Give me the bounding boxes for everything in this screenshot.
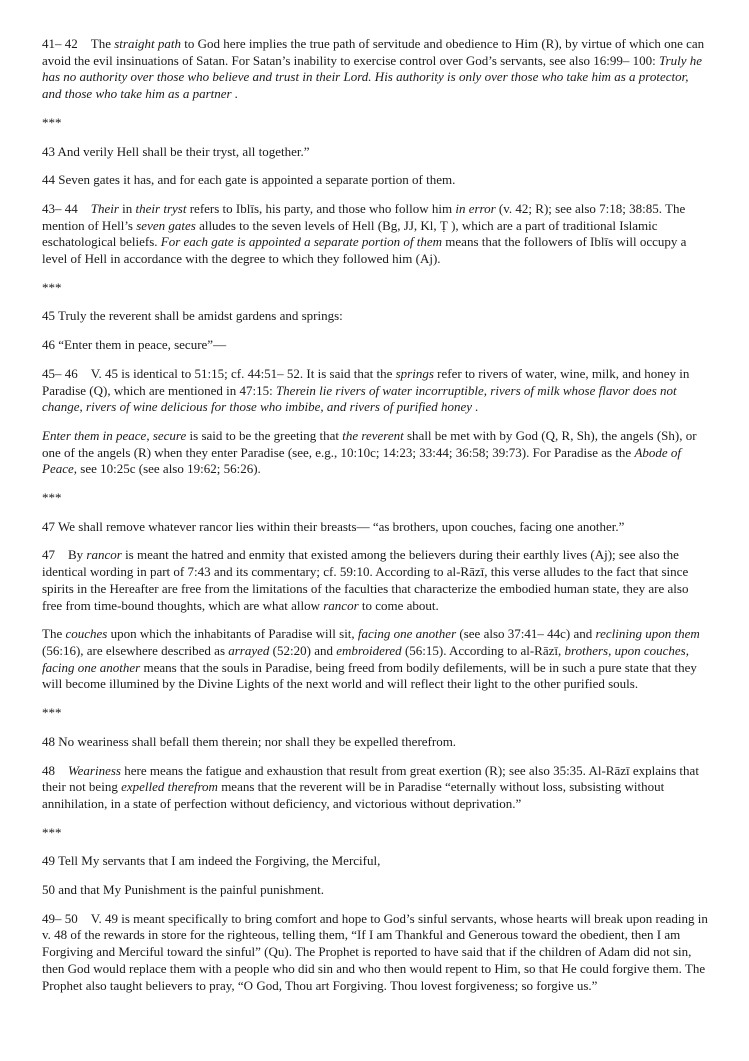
- text-run: here means the fatigue and exhaustion that result from great exertion (R); see also 35:35. Al-Rāzī explains that their not being: [42, 762, 699, 795]
- italic-text-run: straight path: [114, 36, 182, 51]
- italic-text-run: Their: [90, 200, 119, 216]
- text-run: 45– 46 V. 45 is identical to 51:15; cf. 44:51– 52. It is said that the: [42, 365, 396, 381]
- text-run: to God here implies the true path of servitude and obedience to Him (R), by virtue of which one can avoid the evil insinuations of Satan. For Satan’s inability to exercise control over God’s servants, see also 16:99– 100:: [42, 36, 705, 68]
- text-run: 45 Truly the reverent shall be amidst gardens and springs:: [42, 308, 343, 324]
- verse-50: [42, 882, 709, 899]
- commentary-41-42: [42, 36, 709, 103]
- text-run: 47 We shall remove whatever rancor lies within their breasts— “as brothers, upon couches, facing one another.”: [42, 518, 625, 534]
- section-separator: [42, 705, 709, 722]
- text-run: ***: [42, 824, 62, 840]
- italic-text-run: the reverent: [342, 427, 404, 443]
- section-separator: [42, 115, 709, 132]
- text-run: (56:15). According to al-Rāzī,: [401, 642, 565, 658]
- page-content: [42, 36, 709, 994]
- text-run: is said to be the greeting that: [186, 427, 343, 443]
- text-run: 44 Seven gates it has, and for each gate is appointed a separate portion of them.: [42, 172, 456, 188]
- text-run: to come about.: [358, 597, 439, 613]
- text-run: 49– 50 V. 49 is meant specifically to bring comfort and hope to God’s sinful servants, whose hearts will break upon reading in v. 48 of the rewards in store for the righteous, telling them, “If I am Thankful and Generous toward the obedient, then I am Forgiving and Merciful toward the sinful” (Qu). The Prophet is reported to have said that if the children of Adam did not sin, then God would replace them with a people who did sin and who then would repent to Him, so that He could forgive them. The Prophet also taught believers to pray, “O God, Thou art Forgiving. Thou lovest forgiveness; so forgive us.”: [42, 910, 708, 993]
- text-run: 47 By: [42, 547, 87, 563]
- italic-text-run: rancor: [86, 547, 122, 563]
- text-run: refers to Iblīs, his party, and those who follow him: [186, 200, 456, 216]
- verse-44: [42, 172, 709, 189]
- text-run: The: [42, 626, 66, 642]
- text-run: 41– 42 The: [42, 36, 115, 51]
- text-run: 48 No weariness shall befall them therein; nor shall they be expelled therefrom.: [42, 733, 457, 749]
- text-run: (52:20) and: [269, 642, 337, 658]
- text-run: upon which the inhabitants of Paradise will sit,: [107, 626, 358, 642]
- verse-43: [42, 144, 709, 161]
- verse-48: [42, 734, 709, 751]
- commentary-enter-peace: [42, 428, 709, 478]
- italic-text-run: embroidered: [336, 642, 402, 658]
- italic-text-run: brothers, upon couches, facing one another: [42, 642, 689, 675]
- commentary-47: [42, 547, 709, 614]
- italic-text-run: their tryst: [135, 200, 187, 216]
- text-run: means that the souls in Paradise, being freed from bodily defilements, will be in such a pure state that they will become illumined by the Divine Lights of the next world and will reflect their light to the other purified souls.: [42, 659, 697, 692]
- text-run: (56:16), are elsewhere described as: [42, 642, 229, 658]
- italic-text-run: Enter them in peace, secure: [42, 427, 187, 443]
- text-run: is meant the hatred and enmity that existed among the believers during their earthly lives (Aj); see also the identical wording in part of 7:43 and its commentary; cf. 59:10. According to al-Rāzī, this verse alludes to the fact that since spirits in the Hereafter are free from the limitations of the faculties that characterize the embodied human state, they are also free from time-bound thoughts, which are what allow: [42, 547, 689, 613]
- text-run: means that the followers of Iblīs will occupy a level of Hell in accordance with the degree to which they followed him (Aj).: [42, 234, 687, 267]
- text-run: 43 And verily Hell shall be their tryst, all together.”: [42, 143, 310, 159]
- text-run: (v. 42; R); see also 7:18; 38:85. The mention of Hell’s: [42, 200, 686, 233]
- section-separator: [42, 825, 709, 842]
- section-separator: [42, 280, 709, 297]
- verse-46: [42, 337, 709, 354]
- italic-text-run: Weariness: [68, 762, 121, 778]
- verse-49: [42, 853, 709, 870]
- italic-text-run: springs: [395, 365, 434, 381]
- verse-47: [42, 519, 709, 536]
- text-run: 48: [42, 762, 68, 778]
- text-run: shall be met with by God (Q, R, Sh), the angels (Sh), or one of the angels (R) when they enter Paradise (see, e.g., 10:10c; 14:23; 33:44; 36:58; 39:73). For Paradise as the: [42, 427, 697, 460]
- text-run: see 10:25c (see also 19:62; 56:26).: [77, 461, 261, 477]
- commentary-45-46: [42, 366, 709, 416]
- italic-text-run: facing one another: [357, 626, 457, 642]
- text-run: 43– 44: [42, 200, 91, 216]
- italic-text-run: seven gates: [136, 217, 196, 233]
- text-run: (see also 37:41– 44c) and: [456, 626, 596, 642]
- text-run: ***: [42, 279, 62, 295]
- italic-text-run: Truly he has no authority over those who believe and trust in their Lord. His authority is only over those who take him as a protector, and those who take him as a partner .: [42, 52, 703, 102]
- text-run: in: [118, 200, 136, 216]
- italic-text-run: rancor: [323, 597, 359, 613]
- text-run: refer to rivers of water, wine, milk, and honey in Paradise (Q), which are mentioned in 47:15:: [42, 365, 690, 398]
- text-run: 49 Tell My servants that I am indeed the Forgiving, the Merciful,: [42, 853, 381, 869]
- text-run: means that the reverent will be in Paradise “eternally without loss, subsisting without annihilation, in a state of perfection without deficiency, and victorious without deprivation.”: [42, 779, 665, 811]
- italic-text-run: in error: [455, 200, 496, 216]
- text-run: 46 “Enter them in peace, secure”—: [42, 337, 227, 353]
- text-run: ***: [42, 490, 62, 506]
- italic-text-run: reclining upon them: [595, 626, 700, 642]
- commentary-43-44: [42, 201, 709, 268]
- text-run: ***: [42, 705, 62, 721]
- verse-45: [42, 308, 709, 325]
- section-separator: [42, 490, 709, 507]
- italic-text-run: arrayed: [228, 642, 270, 658]
- text-run: alludes to the seven levels of Hell (Bg, JJ, Kl, Ṭ ), which are a part of traditional Islamic eschatological beliefs.: [42, 217, 658, 250]
- commentary-49-50: [42, 911, 709, 995]
- italic-text-run: Abode of Peace,: [42, 444, 682, 477]
- commentary-48: [42, 763, 709, 813]
- text-run: 50 and that My Punishment is the painful punishment.: [42, 882, 325, 898]
- commentary-couches: [42, 626, 709, 693]
- italic-text-run: expelled therefrom: [121, 779, 218, 795]
- italic-text-run: For each gate is appointed a separate portion of them: [160, 234, 443, 250]
- italic-text-run: couches: [65, 626, 108, 642]
- text-run: ***: [42, 114, 62, 130]
- italic-text-run: Therein lie rivers of water incorruptible, rivers of milk whose flavor does not change, rivers of wine delicious for those who imbibe, and rivers of purified honey .: [42, 382, 677, 415]
